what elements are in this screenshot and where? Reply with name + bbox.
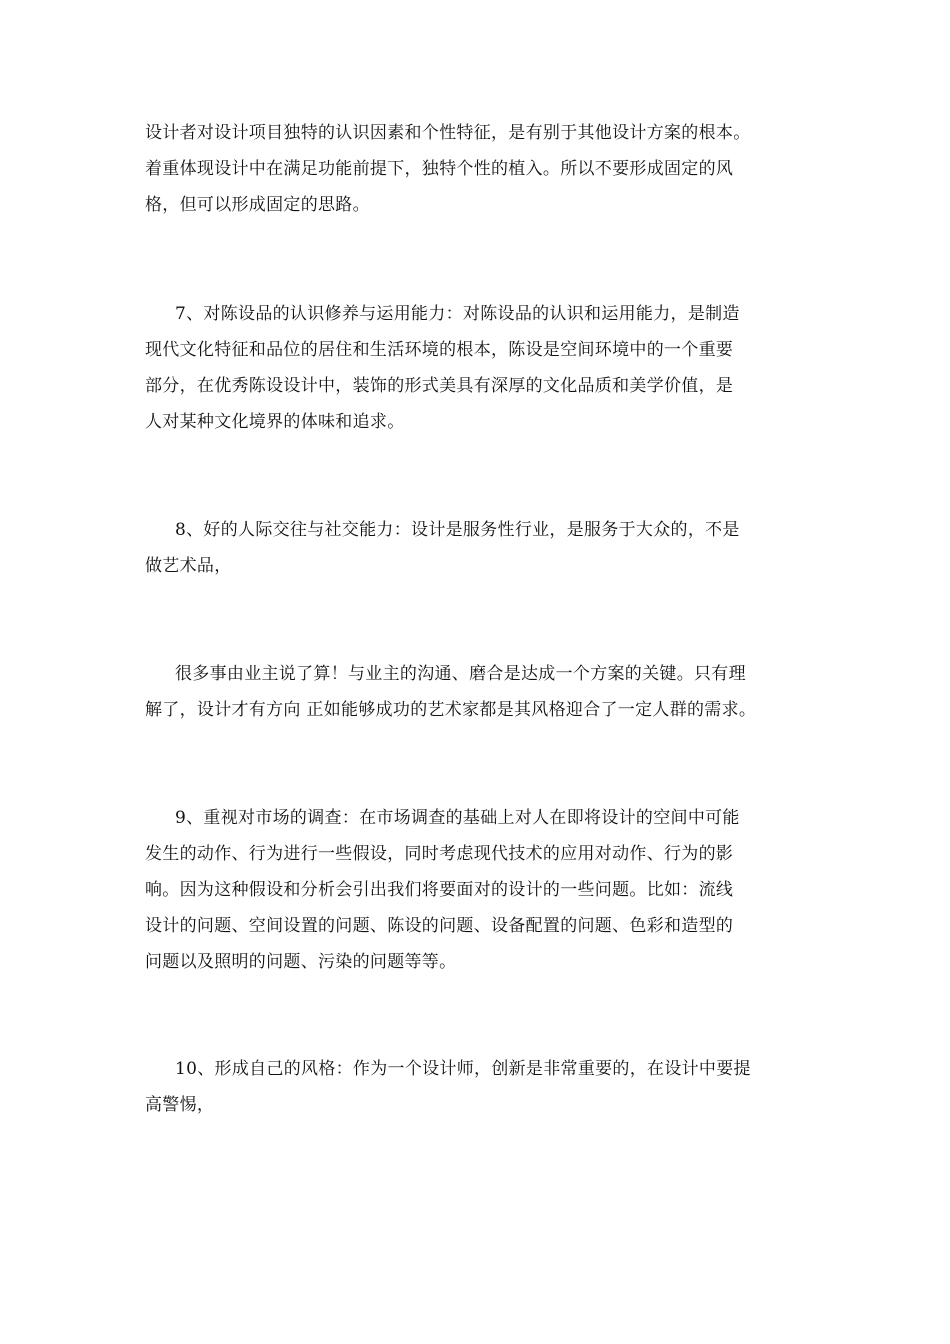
- text-line: 很多事由业主说了算！与业主的沟通、磨合是达成一个方案的关键。只有理: [175, 664, 746, 684]
- text-line: 设计者对设计项目独特的认识因素和个性特征，是有别于其他设计方案的根本。: [145, 123, 751, 143]
- text-line: 高警惕，: [145, 1095, 215, 1115]
- text-line: 响。因为这种假设和分析会引出我们将要面对的设计的一些问题。比如：流线: [145, 880, 734, 900]
- paragraph-design-individuality: [145, 115, 815, 223]
- text-line: 9、重视对市场的调查：在市场调查的基础上对人在即将设计的空间中可能: [175, 808, 740, 828]
- paragraph-item-10: [145, 1051, 815, 1123]
- text-line: 发生的动作、行为进行一些假设，同时考虑现代技术的应用对动作、行为的影: [145, 844, 734, 864]
- text-line: 解了，设计才有方向 正如能够成功的艺术家都是其风格迎合了一定人群的需求。: [145, 700, 757, 720]
- text-line: 7、对陈设品的认识修养与运用能力：对陈设品的认识和运用能力，是制造: [175, 304, 740, 324]
- paragraph-item-9: [145, 800, 815, 980]
- text-line: 格，但可以形成固定的思路。: [145, 195, 370, 215]
- paragraph-item-7: [145, 296, 815, 440]
- text-line: 部分，在优秀陈设设计中，装饰的形式美具有深厚的文化品质和美学价值，是: [145, 376, 734, 396]
- text-line: 做艺术品，: [145, 556, 232, 576]
- text-line: 设计的问题、空间设置的问题、陈设的问题、设备配置的问题、色彩和造型的: [145, 916, 734, 936]
- paragraph-client-communication: [145, 656, 815, 728]
- text-line: 8、好的人际交往与社交能力：设计是服务性行业，是服务于大众的，不是: [175, 520, 740, 540]
- paragraph-item-8: [145, 512, 815, 584]
- text-line: 10、形成自己的风格：作为一个设计师，创新是非常重要的，在设计中要提: [175, 1059, 751, 1079]
- text-line: 现代文化特征和品位的居住和生活环境的根本，陈设是空间环境中的一个重要: [145, 340, 734, 360]
- text-line: 人对某种文化境界的体味和追求。: [145, 412, 405, 432]
- text-line: 着重体现设计中在满足功能前提下，独特个性的植入。所以不要形成固定的风: [145, 159, 734, 179]
- text-line: 问题以及照明的问题、污染的问题等等。: [145, 952, 457, 972]
